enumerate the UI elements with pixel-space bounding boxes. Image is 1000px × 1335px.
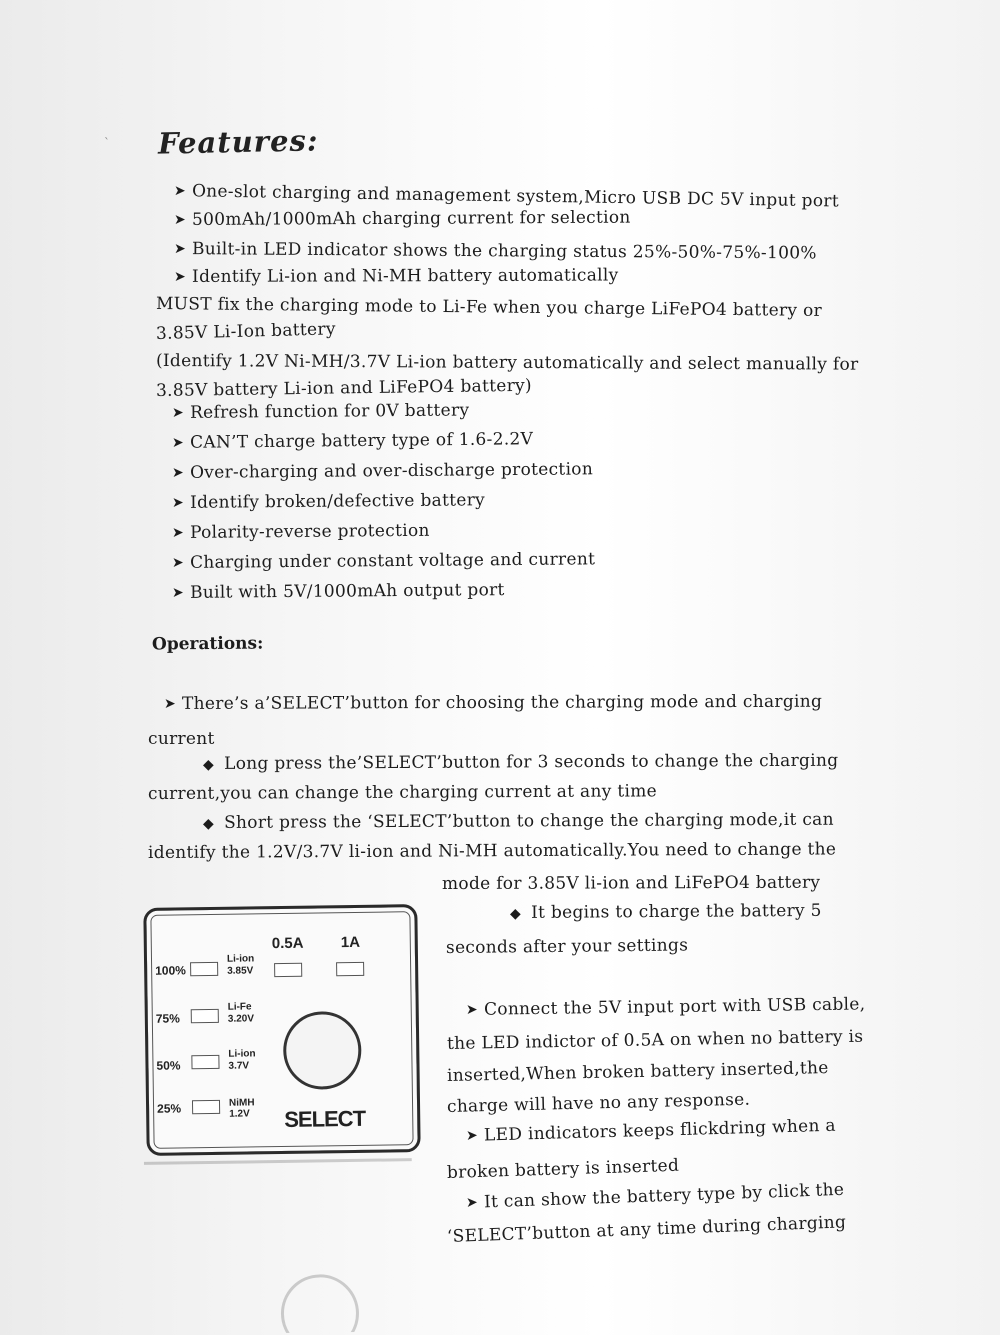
type-label-b: 3.20V [227,1013,255,1025]
led-50-indicator [191,1055,219,1069]
percent-label: 50% [156,1058,181,1073]
operations-heading: Operations: [151,633,264,655]
note-line: MUST fix the charging mode to Li-Fe when you charge LiFePO4 battery or [155,294,823,321]
arrow-bullet-icon: ➤ [173,268,187,285]
list-item: ◆ Long press the’SELECT’button for 3 seconds to change the charging [202,750,839,774]
list-item: ➤ CAN’T charge battery type of 1.6-2.2V [171,429,534,453]
current-label-0-5a: 0.5A [271,934,304,953]
text-line: current [148,729,215,749]
percent-label: 25% [156,1101,182,1116]
text-line: inserted,When broken battery inserted,the [446,1058,829,1086]
note-line: 3.85V battery Li-ion and LiFePO4 battery) [155,375,533,401]
list-item: ➤ There’s a’SELECT’button for choosing the charging mode and charging [163,691,823,714]
arrow-bullet-icon: ➤ [171,434,185,451]
current-label-1a: 1A [340,933,361,952]
charger-panel-diagram [143,904,420,1156]
list-item: ➤ Refresh function for 0V battery [171,400,470,423]
list-item: ➤ Charging under constant voltage and current [171,549,596,573]
arrow-bullet-icon: ➤ [465,1127,479,1144]
diamond-bullet-icon: ◆ [202,815,215,832]
percent-label: 100% [155,963,186,978]
arrow-bullet-icon: ➤ [171,494,185,511]
text-line: charge will have no any response. [446,1089,751,1117]
arrow-bullet-icon: ➤ [171,554,185,571]
select-button-label: SELECT [284,1105,366,1132]
list-item: ➤ Built-in LED indicator shows the charging status 25%-50%-75%-100% [173,239,817,264]
type-label-b: 1.2V [229,1108,250,1120]
note-line: (Identify 1.2V Ni-MH/3.7V Li-ion battery automatically and select manually for [155,351,859,375]
scratch-mark: ` [104,136,110,150]
type-label-b: 3.85V [227,965,254,977]
text-line: broken battery is inserted [446,1155,680,1183]
list-item: ➤ 500mAh/1000mAh charging current for selection [173,207,631,230]
led-1a-indicator [336,962,364,976]
text-line: ‘SELECT’button at any time during charging [446,1212,847,1247]
led-25-indicator [192,1100,220,1114]
type-label-a: Li-ion [226,953,255,965]
list-item: ➤ Built with 5V/1000mAh output port [171,580,505,603]
list-item: ➤ LED indicators keeps flickdring when a [465,1115,837,1146]
text-line: identify the 1.2V/3.7V li-ion and Ni-MH automatically.You need to change the [147,839,837,863]
select-button [283,1011,362,1090]
features-heading: Features: [157,123,319,161]
type-label-b: 3.7V [228,1060,250,1072]
arrow-bullet-icon: ➤ [171,404,185,421]
diamond-bullet-icon: ◆ [509,905,522,922]
text-line: seconds after your settings [445,935,689,958]
type-label-a: Li-Fe [227,1001,252,1013]
panel-reflection [144,1153,414,1335]
list-item: ➤ One-slot charging and management system,Micro USB DC 5V input port [173,181,840,212]
list-item: ➤ Identify Li-ion and Ni-MH battery automatically [173,265,619,287]
led-75-indicator [191,1009,219,1023]
percent-label: 75% [155,1011,180,1026]
text-line: the LED indictor of 0.5A on when no battery is [446,1026,864,1054]
arrow-bullet-icon: ➤ [171,464,185,481]
text-line: mode for 3.85V li-ion and LiFePO4 battery [441,872,821,894]
list-item: ➤ Polarity-reverse protection [171,520,430,543]
list-item: ➤ It can show the battery type by click the [465,1179,845,1213]
list-item: ◆ It begins to charge the battery 5 [509,900,822,923]
led-100-indicator [190,962,218,976]
list-item: ◆ Short press the ‘SELECT’button to change the charging mode,it can [202,809,834,833]
led-0-5a-indicator [274,963,302,977]
type-label-a: NiMH [228,1097,255,1109]
arrow-bullet-icon: ➤ [171,524,185,541]
list-item: ➤ Identify broken/defective battery [171,490,486,513]
arrow-bullet-icon: ➤ [173,241,187,258]
type-label-a: Li-ion [228,1048,256,1060]
arrow-bullet-icon: ➤ [173,183,187,200]
arrow-bullet-icon: ➤ [171,584,185,601]
note-line: 3.85V Li-Ion battery [155,319,336,344]
list-item: ➤ Connect the 5V input port with USB cable, [465,994,866,1020]
diamond-bullet-icon: ◆ [202,756,215,773]
list-item: ➤ Over-charging and over-discharge protection [171,459,594,483]
arrow-bullet-icon: ➤ [465,1001,479,1018]
arrow-bullet-icon: ➤ [173,211,187,228]
text-line: current,you can change the charging current at any time [147,781,658,804]
arrow-bullet-icon: ➤ [163,695,177,712]
arrow-bullet-icon: ➤ [465,1194,479,1211]
